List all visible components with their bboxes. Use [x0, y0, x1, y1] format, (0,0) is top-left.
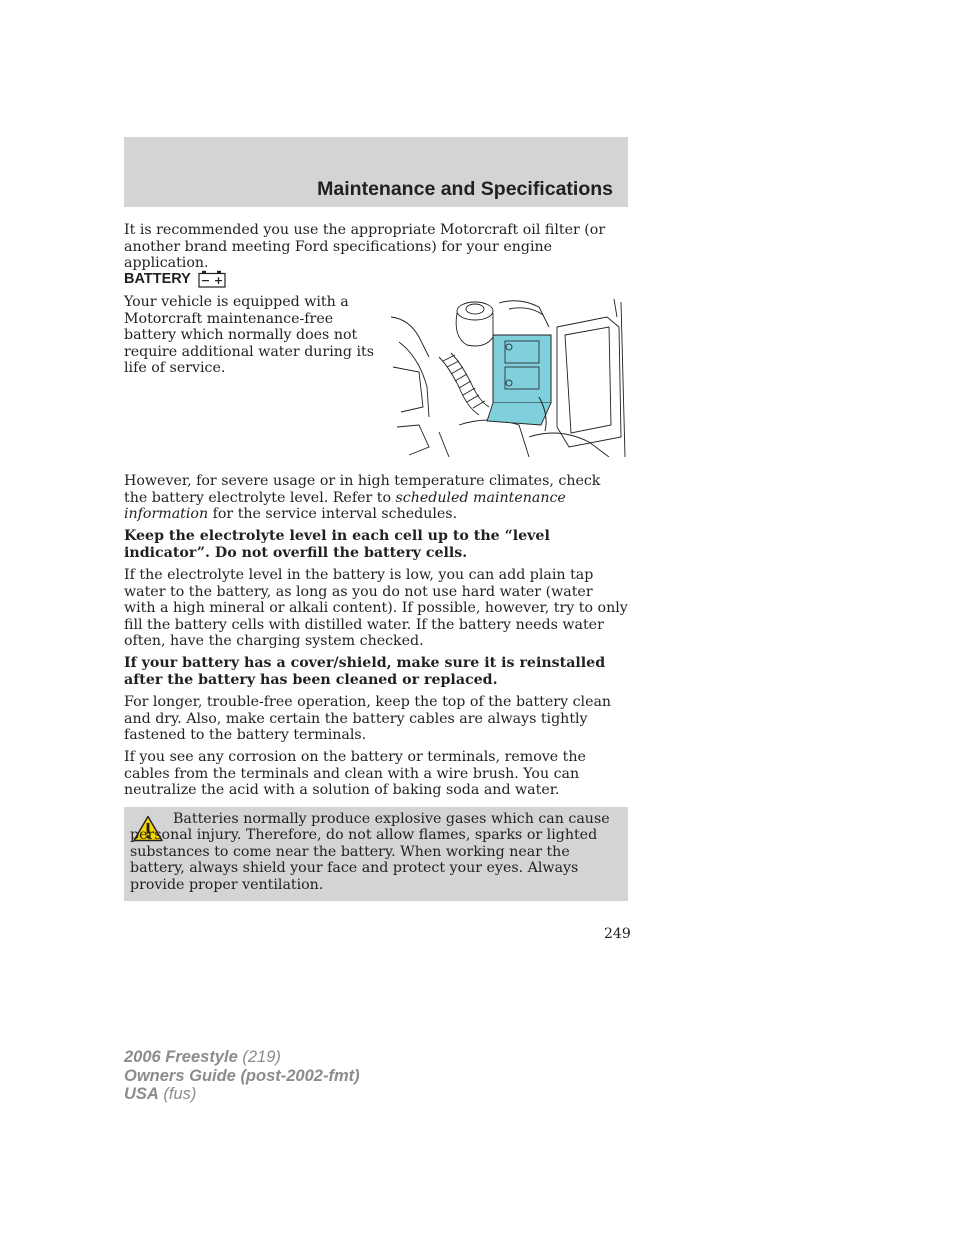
- scheduled-maintenance-reference: scheduled maintenance information: [124, 489, 566, 523]
- warning-box: [124, 807, 628, 901]
- page-number: 249: [604, 926, 631, 942]
- page-title: Maintenance and Specifications: [317, 178, 613, 200]
- footer-market: USA: [124, 1085, 159, 1103]
- battery-icon-plus: +: [213, 274, 223, 288]
- severe-usage-paragraph: [124, 473, 628, 523]
- corrosion-paragraph: If you see any corrosion on the battery or terminals, remove the cables from the terminals and clean with a wire brush. You can neutralize the acid with a solution of baking soda and water.: [124, 749, 586, 799]
- footer-market-code: (fus): [158, 1085, 197, 1103]
- severe-usage-text-end: for the service interval schedules.: [208, 506, 458, 523]
- low-level-paragraph: If the electrolyte level in the battery is low, you can add plain tap water to the battery, as long as you do not use hard water (water with a high mineral or alkali content). If possible, however, try to only fill the battery cells with distilled water. If the battery needs water often, have the charging system checked.: [124, 567, 628, 650]
- battery-heading: [124, 269, 226, 289]
- battery-heading-label: BATTERY: [124, 271, 191, 287]
- intro-paragraph: It is recommended you use the appropriate Motorcraft oil filter (or another brand meeting Ford specifications) for your engine application.: [124, 222, 606, 272]
- battery-icon: [198, 270, 226, 288]
- section-header-band: [124, 137, 628, 207]
- battery-description: Your vehicle is equipped with a Motorcraft maintenance-free battery which normally does not require additional water during its life of service.: [124, 294, 374, 377]
- severe-usage-text: However, for severe usage or in high temperature climates, check the battery electrolyte level. Refer to: [124, 473, 601, 506]
- footer-model-code: (219): [237, 1048, 281, 1066]
- cover-shield-instruction: If your battery has a cover/shield, make sure it is reinstalled after the battery has been cleaned or replaced.: [124, 655, 606, 688]
- electrolyte-level-instruction: Keep the electrolyte level in each cell up to the “level indicator”. Do not overfill the battery cells.: [124, 528, 550, 561]
- engine-bay-battery-illustration: [389, 297, 629, 457]
- footer-guide-type: Owners Guide (post-2002-fmt): [124, 1066, 360, 1085]
- document-footer: [124, 1048, 360, 1104]
- footer-model: 2006 Freestyle: [124, 1048, 238, 1066]
- battery-icon-minus: −: [200, 274, 210, 288]
- warning-text: Batteries normally produce explosive gases which can cause personal injury. Therefore, do not allow flames, sparks or lighted substances to come near the battery. When working near the battery, always shield your face and protect your eyes. Always provide proper ventilation.: [130, 811, 610, 893]
- maintenance-paragraph: For longer, trouble-free operation, keep the top of the battery clean and dry. Also, make certain the battery cables are always tightly fastened to the battery terminals.: [124, 694, 612, 744]
